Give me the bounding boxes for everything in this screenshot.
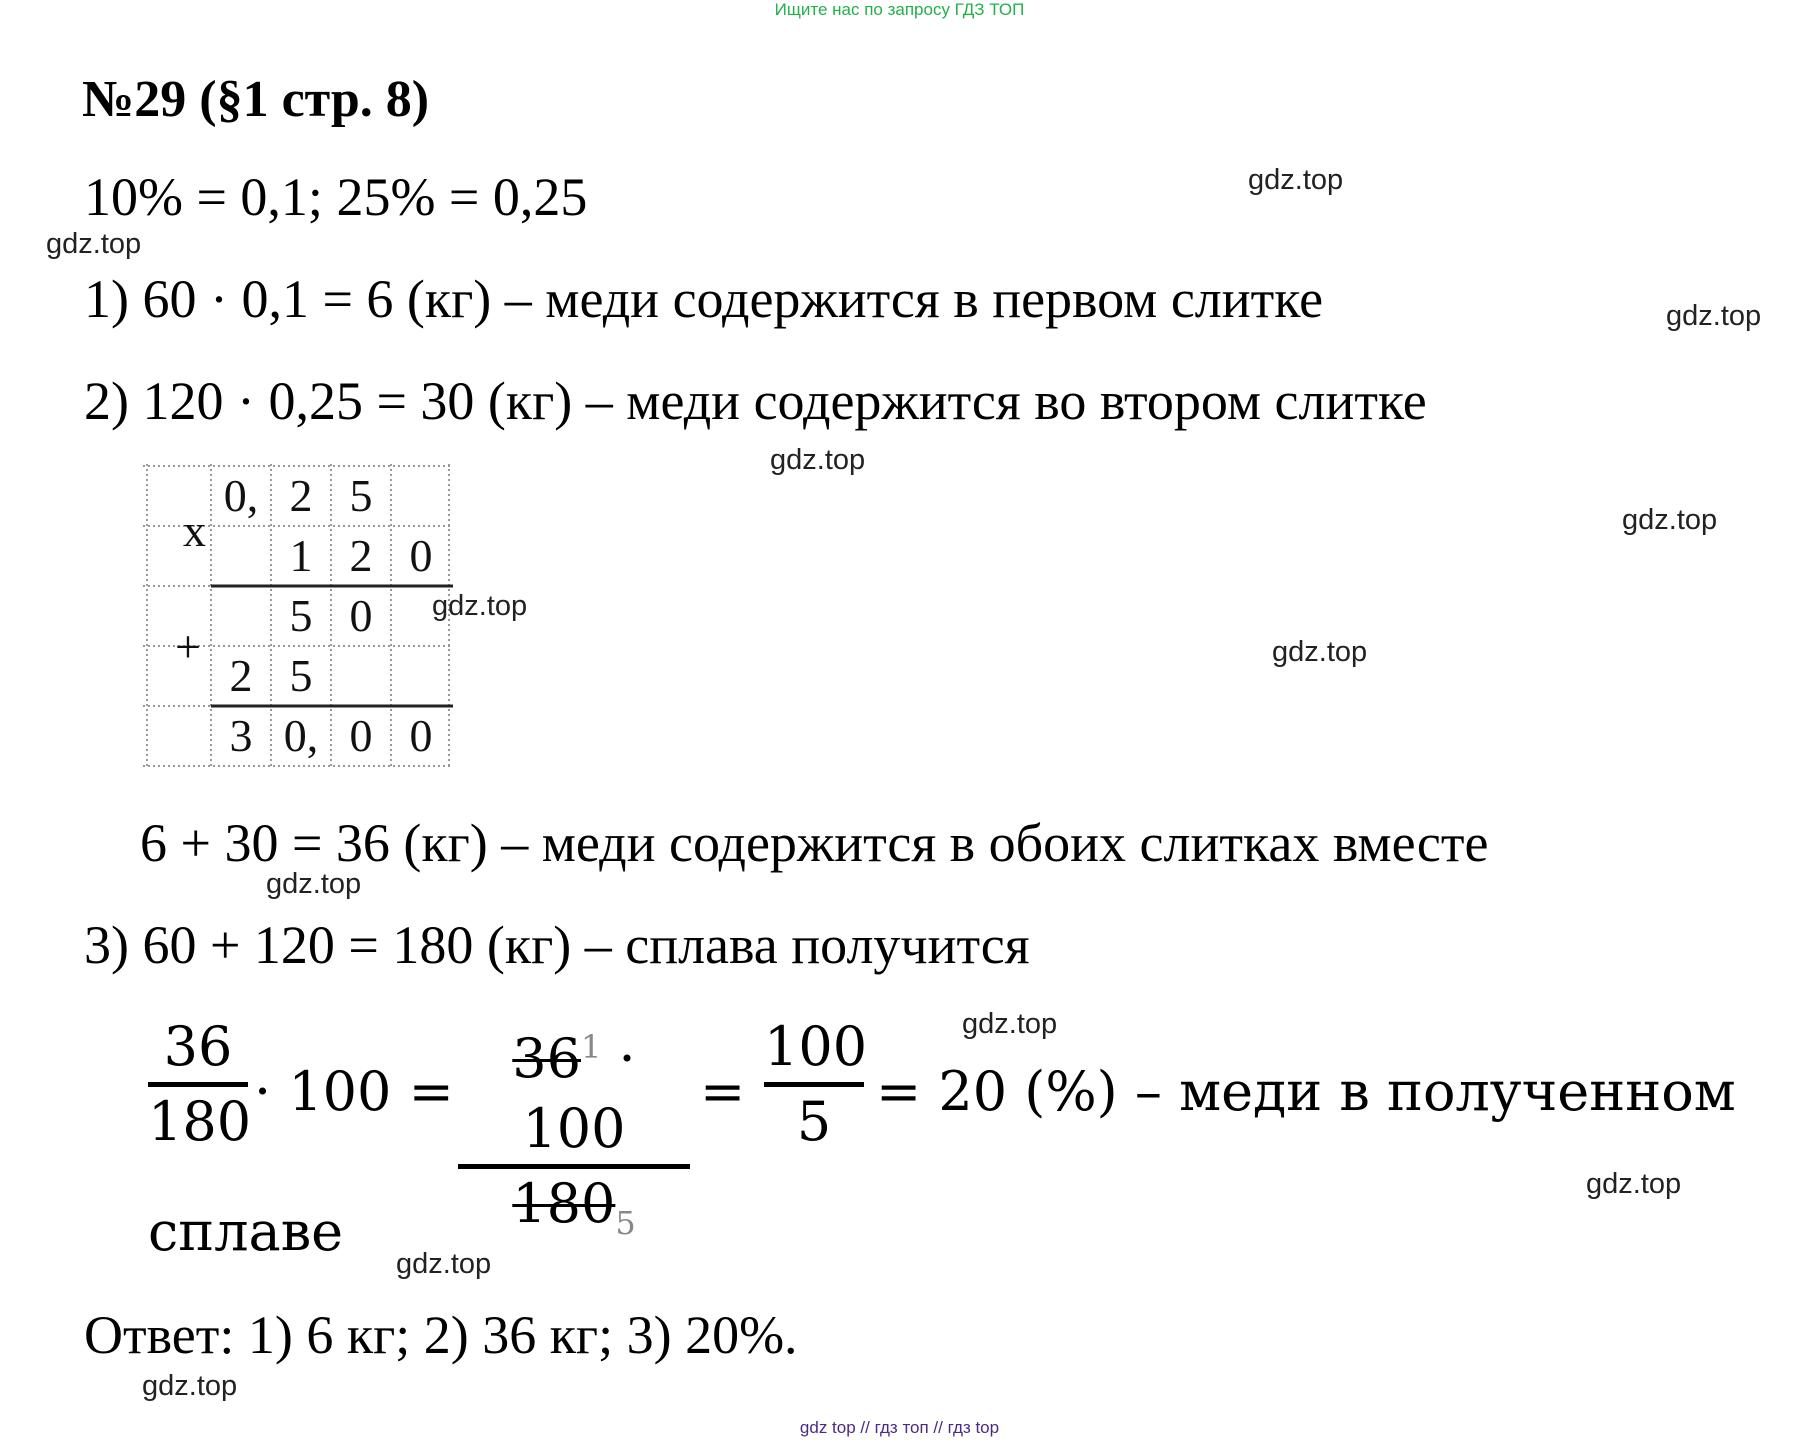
calc-cell: 3 bbox=[229, 710, 253, 761]
calc-cell: 0 bbox=[349, 710, 373, 761]
struck-180: 180 bbox=[512, 1172, 616, 1235]
watermark: gdz.top bbox=[142, 1370, 238, 1402]
calc-cell: 0 bbox=[349, 590, 373, 641]
watermark: gdz.top bbox=[432, 590, 528, 622]
fraction-numerator: 100 bbox=[764, 1015, 868, 1078]
calc-cell: 2 bbox=[349, 530, 373, 581]
multiply-sign: x bbox=[183, 505, 206, 556]
calc-cell: 1 bbox=[289, 530, 313, 581]
fraction-100-5 bbox=[764, 1012, 868, 1157]
watermark: gdz.top bbox=[962, 1008, 1058, 1040]
fraction-denominator bbox=[458, 1169, 690, 1258]
calc-cell: 0, bbox=[223, 470, 259, 521]
fraction-denominator: 5 bbox=[796, 1090, 832, 1153]
calc-cell: 0 bbox=[409, 530, 433, 581]
equals-sign: = bbox=[700, 1060, 746, 1123]
step-1: 1) 60 · 0,1 = 6 (кг) – меди содержится в первом слитке bbox=[84, 269, 1324, 329]
watermark: gdz.top bbox=[46, 228, 142, 260]
percent-result: = 20 (%) – меди в полученном bbox=[876, 1060, 1736, 1123]
watermark: gdz.top bbox=[1622, 504, 1718, 536]
calc-cell: 0 bbox=[409, 710, 433, 761]
watermark: gdz.top bbox=[1272, 636, 1368, 668]
struck-36: 36 bbox=[512, 1027, 581, 1090]
calc-cell: 0, bbox=[283, 710, 319, 761]
watermark: gdz.top bbox=[1666, 300, 1762, 332]
calc-cell: 5 bbox=[289, 590, 313, 641]
fraction-36-180 bbox=[148, 1012, 252, 1157]
plus-sign: + bbox=[175, 621, 201, 672]
column-multiplication bbox=[143, 464, 453, 768]
step-3: 3) 60 + 120 = 180 (кг) – сплава получится bbox=[84, 915, 1030, 975]
fraction-numerator bbox=[458, 1012, 690, 1164]
times-100-equals: · 100 = bbox=[254, 1060, 454, 1123]
fraction-numerator: 36 bbox=[163, 1015, 233, 1078]
percent-conversion: 10% = 0,1; 25% = 0,25 bbox=[84, 167, 588, 227]
calc-cell: 2 bbox=[229, 650, 253, 701]
reduced-5: 5 bbox=[615, 1203, 636, 1242]
footer-note: gdz top // гдз топ // гдз top bbox=[799, 1418, 1000, 1437]
answer: Ответ: 1) 6 кг; 2) 36 кг; 3) 20%. bbox=[84, 1305, 798, 1365]
numerator-rest: · 100 bbox=[522, 1027, 636, 1160]
result-tail: сплаве bbox=[148, 1200, 344, 1263]
reduced-1: 1 bbox=[581, 1028, 602, 1066]
calc-cell: 5 bbox=[349, 470, 373, 521]
task-title: №29 (§1 стр. 8) bbox=[82, 71, 430, 128]
watermark: gdz.top bbox=[770, 444, 866, 476]
watermark: gdz.top bbox=[266, 868, 362, 900]
fraction-reduced bbox=[458, 1012, 690, 1258]
calc-cell: 5 bbox=[289, 650, 313, 701]
fraction-denominator: 180 bbox=[148, 1090, 252, 1153]
header-note: Ищите нас по запросу ГДЗ ТОП bbox=[774, 0, 1025, 19]
watermark: gdz.top bbox=[396, 1248, 492, 1280]
watermark: gdz.top bbox=[1586, 1168, 1682, 1200]
step-2: 2) 120 · 0,25 = 30 (кг) – меди содержится во втором слитке bbox=[84, 371, 1427, 431]
calc-cell: 2 bbox=[289, 470, 313, 521]
watermark: gdz.top bbox=[1248, 164, 1344, 196]
sum-line: 6 + 30 = 36 (кг) – меди содержится в обоих слитках вместе bbox=[140, 813, 1489, 873]
